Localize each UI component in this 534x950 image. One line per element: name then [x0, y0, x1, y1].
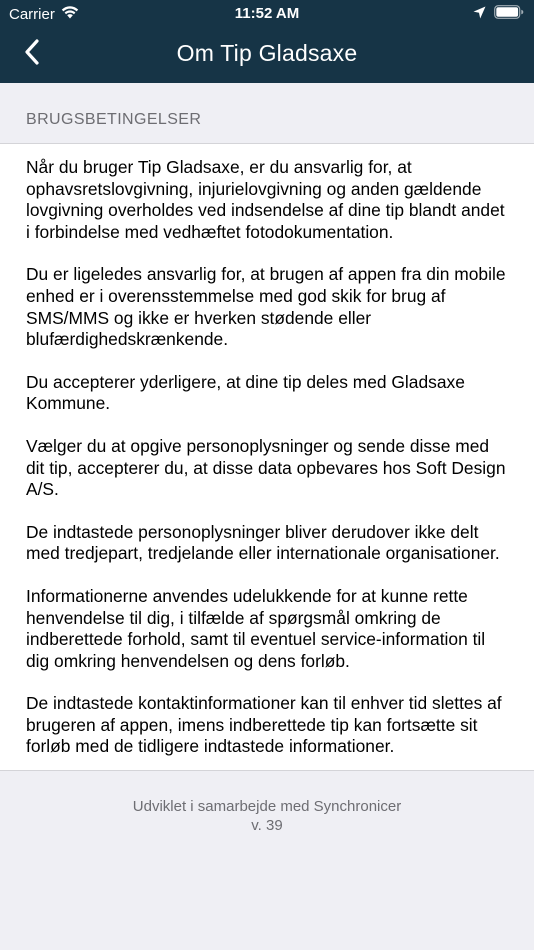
terms-paragraph: Når du bruger Tip Gladsaxe, er du ansvarlig for, at ophavsretslovgivning, injurielovgivning og anden gældende lovgivning overholdes ved indsendelse af dine tip blandt andet i forbindelse med vedhæftet fotodokumentation. [26, 157, 505, 242]
terms-content [0, 144, 534, 771]
status-bar [0, 0, 534, 28]
status-right [473, 5, 524, 23]
terms-paragraph: Informationerne anvendes udelukkende for at kunne rette henvendelse til dig, i tilfælde af spørgsmål omkring de indberettede forhold, samt til eventuel service-information til dig omkring henvendelsen og dens forløb. [26, 585, 486, 671]
section-title: BRUGSBETINGELSER [26, 111, 202, 128]
location-arrow-icon [473, 6, 486, 23]
nav-bar [0, 28, 534, 83]
battery-icon [494, 5, 524, 23]
terms-paragraph: De indtastede kontaktinformationer kan til enhver tid slettes af brugeren af appen, imens indberettede tip kan fortsætte sit forløb med de tidligere indtastede informationer. [26, 693, 502, 757]
terms-paragraph: Du er ligeledes ansvarlig for, at brugen af appen fra din mobile enhed er i overensstemmelse med god skik for brug af SMS/MMS og ikke er hverken stødende eller blufærdighedskrænkende. [26, 264, 506, 350]
terms-paragraph: Du accepterer yderligere, at dine tip deles med Gladsaxe Kommune. [26, 371, 465, 414]
section-header [0, 83, 534, 144]
terms-paragraph: De indtastede personoplysninger bliver derudover ikke delt med tredjepart, tredjelande eller internationale organisationer. [26, 521, 500, 564]
terms-paragraph: Vælger du at opgive personoplysninger og sende disse med dit tip, accepterer du, at disse data opbevares hos Soft Design A/S. [26, 435, 506, 500]
footer [0, 771, 534, 835]
credit-text: Udviklet i samarbejde med Synchronicer [132, 798, 402, 816]
app-header [0, 0, 534, 83]
status-time: 11:52 AM [234, 5, 300, 22]
page-title: Om Tip Gladsaxe [176, 40, 358, 66]
version-text: v. 39 [251, 817, 283, 835]
carrier-label: Carrier [9, 5, 55, 23]
